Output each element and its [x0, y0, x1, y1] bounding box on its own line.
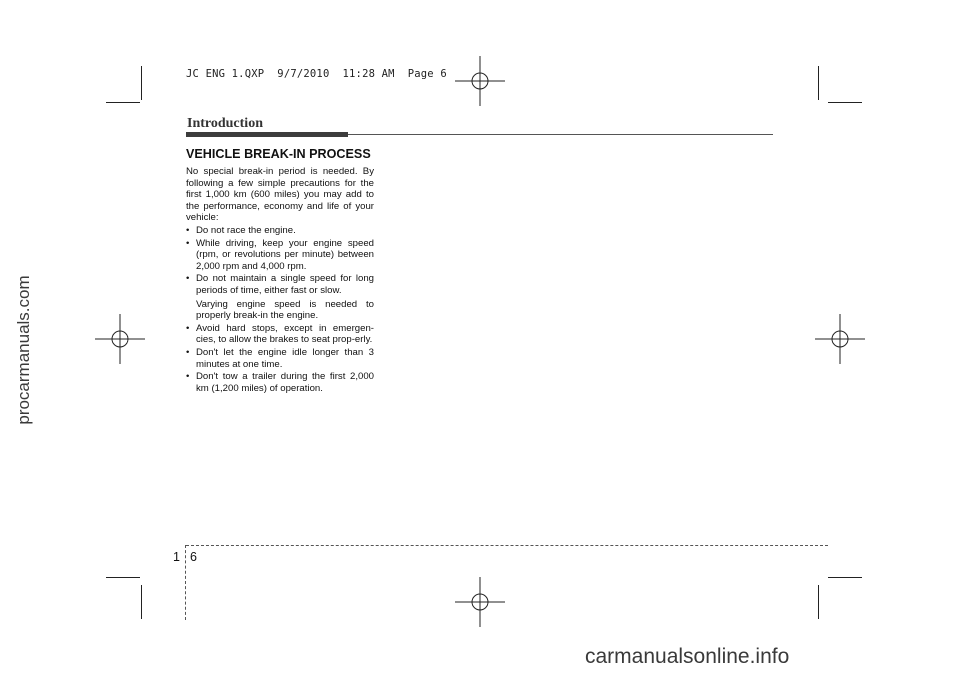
crop-mark-bottom-right-horizontal: [828, 577, 862, 578]
list-item: [186, 347, 374, 370]
registration-mark-top: [455, 56, 505, 106]
list-item-text: Don't let the engine idle longer than 3 minutes at one time.: [196, 346, 374, 370]
crop-mark-top-right-horizontal: [828, 102, 862, 103]
precautions-list: [186, 225, 374, 394]
section-heading: VEHICLE BREAK-IN PROCESS: [186, 147, 371, 161]
bottom-watermark: carmanualsonline.info: [585, 645, 790, 668]
list-item-continuation: Varying engine speed is needed to properly break-in the engine.: [196, 298, 374, 322]
list-item-text: Do not maintain a single speed for long periods of time, either fast or slow.: [196, 273, 374, 296]
list-item: [186, 225, 374, 237]
list-item: [186, 273, 374, 321]
list-item: [186, 238, 374, 273]
registration-mark-bottom: [455, 577, 505, 627]
registration-mark-right: [815, 314, 865, 364]
list-item: [186, 323, 374, 346]
section-rule-thick: [186, 132, 348, 137]
page-chapter: 1: [173, 550, 180, 564]
crop-mark-bottom-left-vertical: [141, 585, 142, 619]
crop-mark-bottom-right-vertical: [818, 585, 819, 619]
section-label: Introduction: [187, 116, 263, 131]
footer-dashed-rule: [186, 545, 828, 546]
registration-mark-left: [95, 314, 145, 364]
side-watermark: [14, 250, 34, 450]
page-number: 6: [190, 550, 197, 564]
crop-mark-top-right-vertical: [818, 66, 819, 100]
print-slug: JC ENG 1.QXP 9/7/2010 11:28 AM Page 6: [186, 68, 447, 80]
list-item-text: Do not race the engine.: [196, 224, 296, 236]
section-rule-thin: [348, 134, 773, 135]
break-in-section: [186, 146, 374, 394]
intro-paragraph: No special break-in period is needed. By following a few simple precautions for the first 1,000 km (600 miles) you may add to the performance, economy and life of your vehicle:: [186, 166, 374, 224]
crop-mark-bottom-left-horizontal: [106, 577, 140, 578]
list-item: [186, 371, 374, 394]
list-item-text: Avoid hard stops, except in emergen-cies, to allow the brakes to seat prop-erly.: [196, 322, 374, 346]
crop-mark-top-left-horizontal: [106, 102, 140, 103]
list-item-text: While driving, keep your engine speed (rpm, or revolutions per minute) between 2,000 rpm and 4,000 rpm.: [196, 237, 374, 272]
list-item-text: Don't tow a trailer during the first 2,000 km (1,200 miles) of operation.: [196, 371, 374, 394]
footer-dashed-divider: [185, 545, 186, 620]
side-watermark-text: procarmanuals.com: [14, 275, 33, 425]
crop-mark-top-left-vertical: [141, 66, 142, 100]
